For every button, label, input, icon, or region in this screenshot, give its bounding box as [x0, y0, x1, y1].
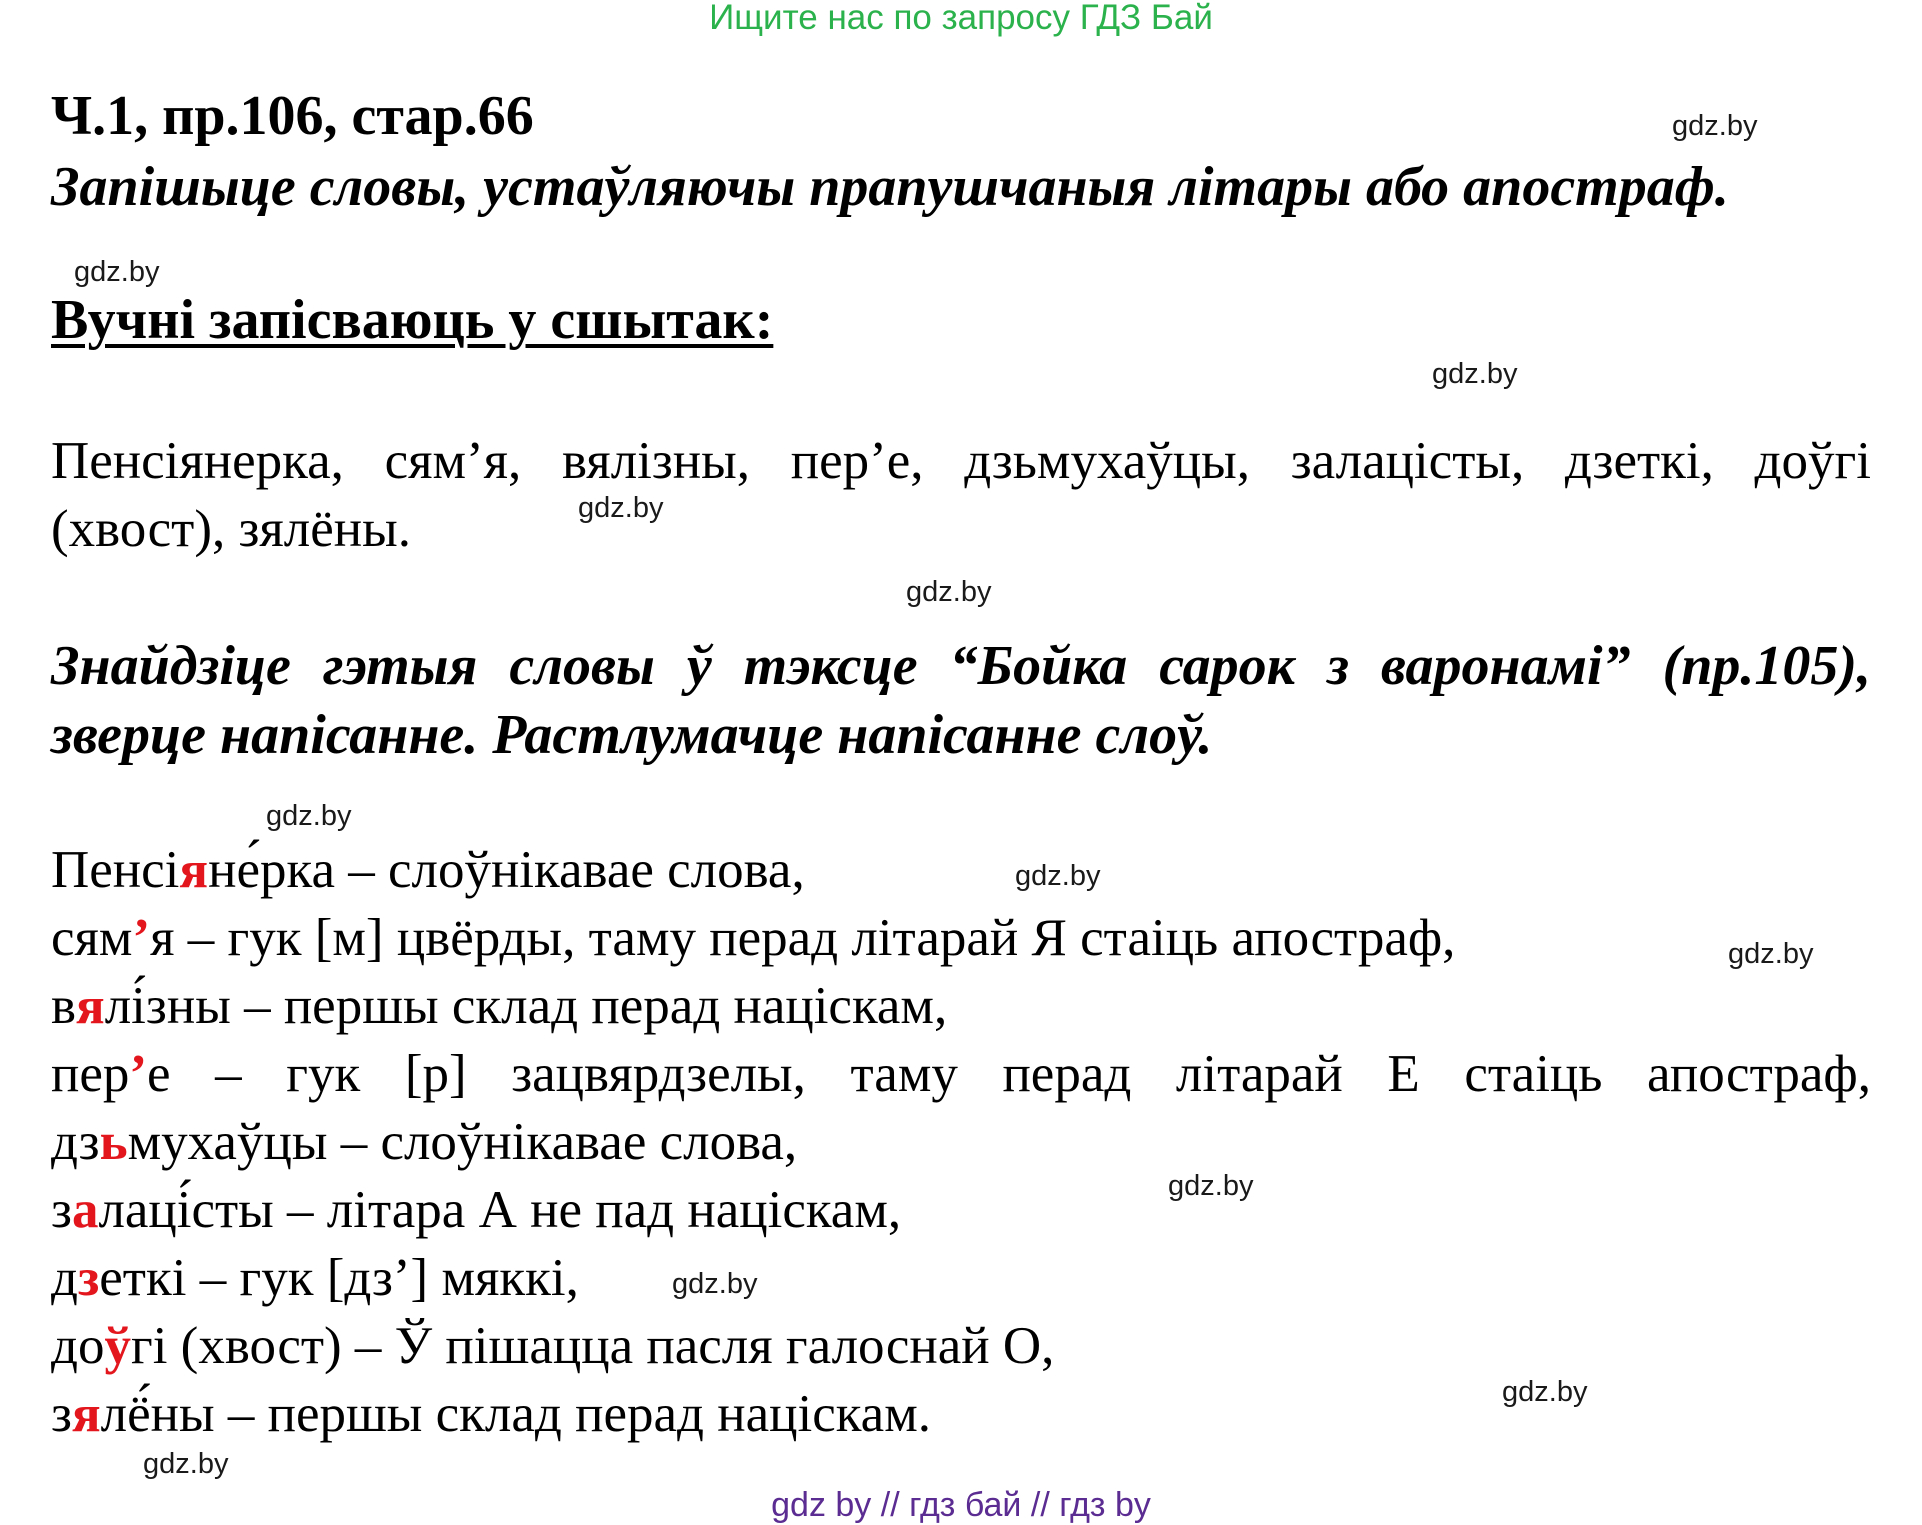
watermark: gdz.by: [266, 800, 352, 832]
explanation-text: – гук [дз’] мяккі,: [186, 1249, 579, 1307]
word-part: д: [51, 1249, 78, 1307]
word-part: я: [150, 909, 175, 967]
explanation-text: – літара А не пад націскам,: [273, 1181, 902, 1239]
explanation-row: [51, 840, 805, 900]
explanation-text: – гук [р] зацвярдзелы, таму перад літарай Е стаіць апостраф,: [170, 1045, 1871, 1103]
task-instruction-2-line-2: зверце напісанне. Растлумачце напісанне слоў.: [51, 704, 1213, 766]
explanation-row: [51, 908, 1455, 968]
explanation-text: – Ў пішацца пасля галоснай О,: [341, 1317, 1055, 1375]
word-part: з: [51, 1181, 72, 1239]
highlighted-letter: а: [71, 1181, 99, 1239]
watermark: gdz.by: [672, 1268, 758, 1300]
explanation-row: [51, 1112, 797, 1172]
highlighted-letter: ў: [104, 1317, 131, 1375]
watermark: gdz.by: [1168, 1170, 1254, 1202]
task-instruction-1: Запішыце словы, устаўляючы прапушчаныя літары або апостраф.: [51, 156, 1729, 218]
word-part: пер: [51, 1045, 130, 1103]
answer-line-2: (хвост), зялёны.: [51, 500, 411, 558]
word-part: до: [51, 1317, 105, 1375]
word-part: лі́зны: [104, 977, 231, 1035]
explanation-row: [51, 1384, 931, 1444]
word-part: не́рка: [208, 841, 335, 899]
explanation-row: [51, 1044, 1871, 1104]
explanation-text: – слоўнікавае слова,: [327, 1113, 798, 1171]
footer-links[interactable]: gdz by // гдз бай // гдз by: [771, 1486, 1151, 1524]
highlighted-apostrophe: ’: [132, 909, 151, 967]
word-part: мухаўцы: [127, 1113, 328, 1171]
watermark: gdz.by: [1015, 860, 1101, 892]
task-instruction-2-line-1: Знайдзіце гэтыя словы ў тэксце “Бойка сарок з варонамі” (пр.105),: [51, 635, 1871, 697]
highlighted-letter: я: [71, 1385, 101, 1443]
watermark: gdz.by: [1728, 938, 1814, 970]
explanation-row: [51, 1316, 1054, 1376]
section-subheading: Вучні запісваюць у сшытак:: [51, 289, 774, 351]
highlighted-letter: я: [76, 977, 105, 1035]
watermark: gdz.by: [1502, 1376, 1588, 1408]
watermark: gdz.by: [906, 576, 992, 608]
explanation-text: – першы склад перад націскам,: [230, 977, 948, 1035]
word-part: Пенсі: [51, 841, 180, 899]
explanation-text: – слоўнікавае слова,: [334, 841, 805, 899]
watermark: gdz.by: [74, 256, 160, 288]
answer-line-1: Пенсіянерка, сям’я, вялізны, пер’е, дзьмухаўцы, залацісты, дзеткі, доўгі: [51, 432, 1871, 490]
word-part: еткі: [99, 1249, 187, 1307]
highlighted-letter: з: [77, 1249, 100, 1307]
watermark: gdz.by: [1432, 358, 1518, 390]
highlighted-apostrophe: ’: [129, 1045, 148, 1103]
word-part: лё́ны: [100, 1385, 215, 1443]
watermark: gdz.by: [578, 492, 664, 524]
search-banner: Ищите нас по запросу ГДЗ Бай: [709, 0, 1213, 37]
watermark: gdz.by: [1672, 110, 1758, 142]
word-part: з: [51, 1385, 72, 1443]
word-part: е: [147, 1045, 171, 1103]
watermark: gdz.by: [143, 1448, 229, 1480]
word-part: дз: [51, 1113, 100, 1171]
explanation-text: – першы склад перад націскам.: [214, 1385, 931, 1443]
page-title: Ч.1, пр.106, стар.66: [51, 85, 534, 147]
word-part: лаці́сты: [98, 1181, 274, 1239]
word-part: в: [51, 977, 77, 1035]
word-part: гі (хвост): [130, 1317, 342, 1375]
word-part: сям: [51, 909, 133, 967]
explanation-text: – гук [м] цвёрды, таму перад літарай Я стаіць апостраф,: [174, 909, 1456, 967]
explanation-row: [51, 976, 947, 1036]
highlighted-letter: я: [179, 841, 209, 899]
explanation-row: [51, 1248, 579, 1308]
explanation-row: [51, 1180, 901, 1240]
highlighted-letter: ь: [99, 1113, 128, 1171]
